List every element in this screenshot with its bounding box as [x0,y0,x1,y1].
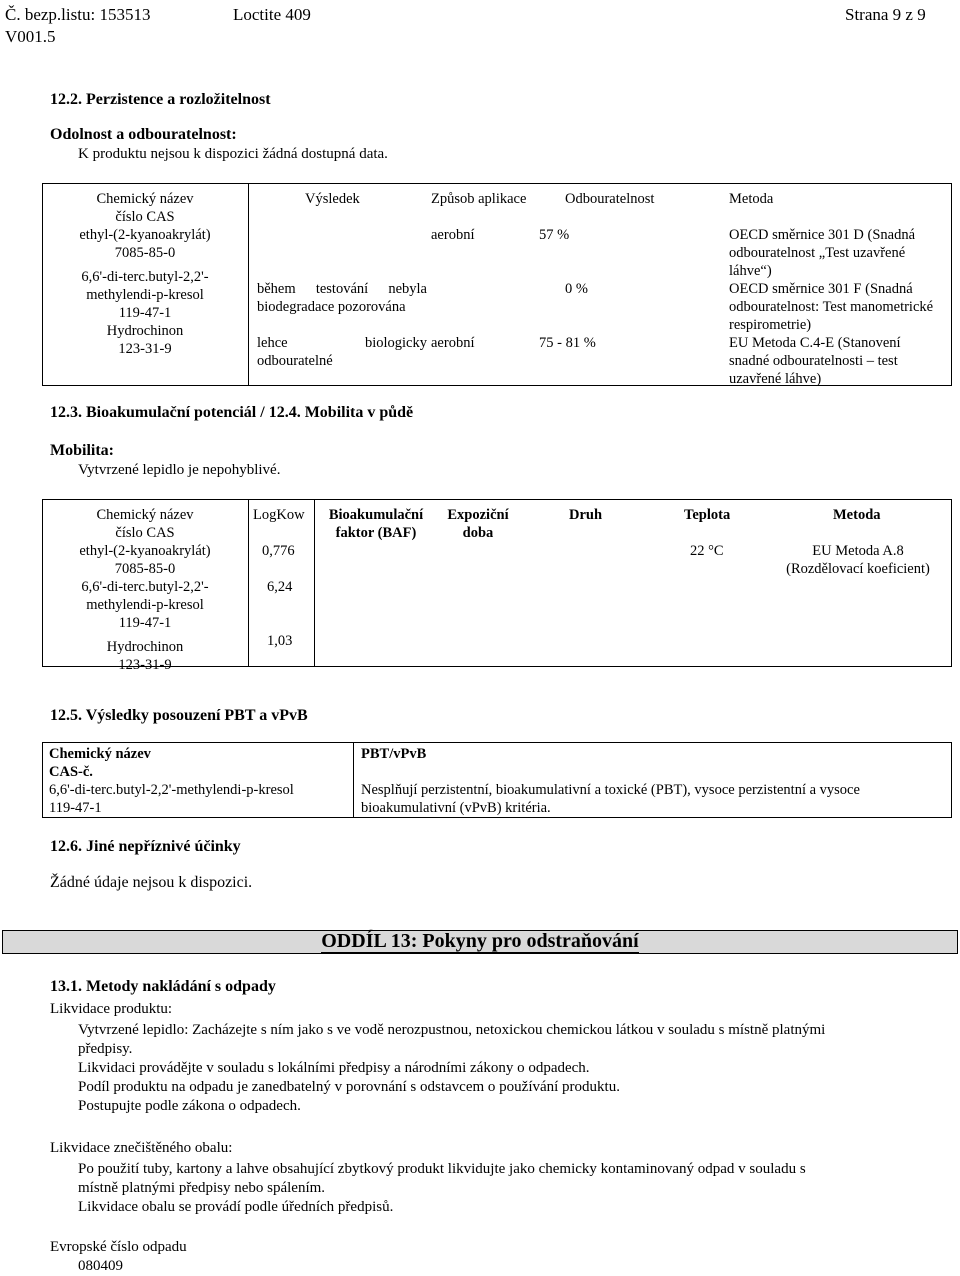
section-12-6-title: 12.6. Jiné nepříznivé účinky [50,838,241,855]
row-result: během testování nebyla biodegradace pozorována [257,281,427,315]
row-app: aerobní [431,227,475,243]
col-chem-name: Chemický název [96,507,194,523]
packaging-text: Po použití tuby, kartony a lahve obsahující zbytkový produkt likvidujte jako chemicky kontaminovaný odpad v souladu s místně platnými předpisy nebo spálením. Likvidace obalu se provádí podle úředních předpisů. [78,1161,806,1215]
col-degradability: Odbouratelnost [565,191,655,207]
product-name: Loctite 409 [233,5,311,24]
version: V001.5 [5,27,56,46]
pbt-value: Nesplňují perzistentní, bioakumulativní a toxické (PBT), vysoce perzistentní a vysoce bioakumulativní (vPvB) kritéria. [361,782,860,816]
chem-name: Hydrochinon [106,323,184,339]
section-12-2-title: 12.2. Perzistence a rozložitelnost [50,91,271,108]
chem-name: methylendi-p-kresol [86,287,204,303]
section-12-6-text: Žádné údaje nejsou k dispozici. [50,874,253,891]
col-type: Druh [569,507,603,523]
col-method: Metoda [729,191,774,207]
chem-cas: 119-47-1 [49,800,102,816]
row-degr: 57 % [539,227,570,243]
col-exposure: Expoziční doba [447,507,509,541]
row-degr: 0 % [565,281,588,297]
logkow-value: 1,03 [267,633,293,649]
chem-cas: 119-47-1 [118,615,172,631]
col-chem-name: Chemický název [49,746,151,762]
disposal-text: Vytvrzené lepidlo: Zacházejte s ním jako s ve vodě nerozpustnou, netoxickou chemickou látkou v souladu s místně platnými předpisy. Likvidaci provádějte v souladu s lokálními předpisy a národními zákony o odpadech. Podíl produktu na odpadu je zanedbatelný v porovnání s odstavcem o používání produktu. Postupujte podle zákona o odpadech. [78,1022,826,1114]
chem-cas: 7085-85-0 [114,245,176,261]
section-12-2-text: K produktu nejsou k dispozici žádná dostupná data. [78,146,388,162]
method-value: EU Metoda A.8 (Rozdělovací koeficient) [786,543,930,577]
column-divider [248,500,249,666]
sheet-number: Č. bezp.listu: 153513 [5,5,151,24]
chem-name: methylendi-p-kresol [86,597,204,613]
col-method: Metoda [833,507,881,523]
bioaccumulation-table [42,499,952,673]
section-12-2-subtitle: Odolnost a odbouratelnost: [50,126,237,143]
row-method: EU Metoda C.4-E (Stanovení snadné odbouratelnosti – test uzavřené láhve) [729,335,901,387]
chem-name: 6,6'-di-terc.butyl-2,2'- [81,269,209,285]
col-chem-name: Chemický název [96,191,194,207]
waste-code: 080409 [78,1258,123,1274]
col-temp: Teplota [684,507,731,523]
column-divider [314,500,315,666]
row-result: lehce biologicky odbouratelné [257,335,427,369]
chem-cas: 123-31-9 [118,341,172,357]
section-12-4-subtitle: Mobilita: [50,442,114,459]
col-cas: číslo CAS [115,525,175,541]
section-12-5-title: 12.5. Výsledky posouzení PBT a vPvB [50,707,308,724]
row-degr: 75 - 81 % [539,335,596,351]
section-13-title: ODDÍL 13: Pokyny pro odstraňování [321,930,639,952]
chem-name: Hydrochinon [106,639,184,655]
section-12-3-title: 12.3. Bioakumulační potenciál / 12.4. Mobilita v půdě [50,404,414,421]
waste-code-label: Evropské číslo odpadu [50,1239,187,1255]
chem-cas: 7085-85-0 [114,561,176,577]
chem-cas: 119-47-1 [118,305,172,321]
col-cas: CAS-č. [49,764,93,780]
col-logkow: LogKow [253,507,305,523]
packaging-label: Likvidace znečištěného obalu: [50,1140,233,1156]
section-12-4-text: Vytvrzené lepidlo je nepohyblivé. [78,462,281,478]
persistence-table [42,183,952,386]
logkow-value: 0,776 [262,543,295,559]
col-cas: číslo CAS [115,209,175,225]
row-method: OECD směrnice 301 F (Snadná odbouratelnost: Test manometrické respirometrie) [729,281,934,333]
pbt-table [42,742,952,818]
chem-name: 6,6'-di-terc.butyl-2,2'- [81,579,209,595]
col-result: Výsledek [305,191,360,207]
col-baf: Bioakumulační faktor (BAF) [328,507,424,541]
col-method-app: Způsob aplikace [431,191,527,207]
page-number: Strana 9 z 9 [845,5,926,24]
chem-name: 6,6'-di-terc.butyl-2,2'-methylendi-p-kresol [49,782,294,798]
chem-cas: 123-31-9 [118,657,172,673]
col-pbt: PBT/vPvB [361,746,427,762]
disposal-label: Likvidace produktu: [50,1001,173,1017]
section-13-1-title: 13.1. Metody nakládání s odpady [50,978,276,995]
row-method: OECD směrnice 301 D (Snadná odbouratelnost „Test uzavřené láhve“) [729,227,916,279]
temperature-value: 22 °C [690,543,724,559]
row-app: aerobní [431,335,475,351]
chem-name: ethyl-(2-kyanoakrylát) [79,227,211,243]
column-divider [248,184,249,385]
column-divider [353,743,354,817]
logkow-value: 6,24 [267,579,293,595]
chem-name: ethyl-(2-kyanoakrylát) [79,543,211,559]
